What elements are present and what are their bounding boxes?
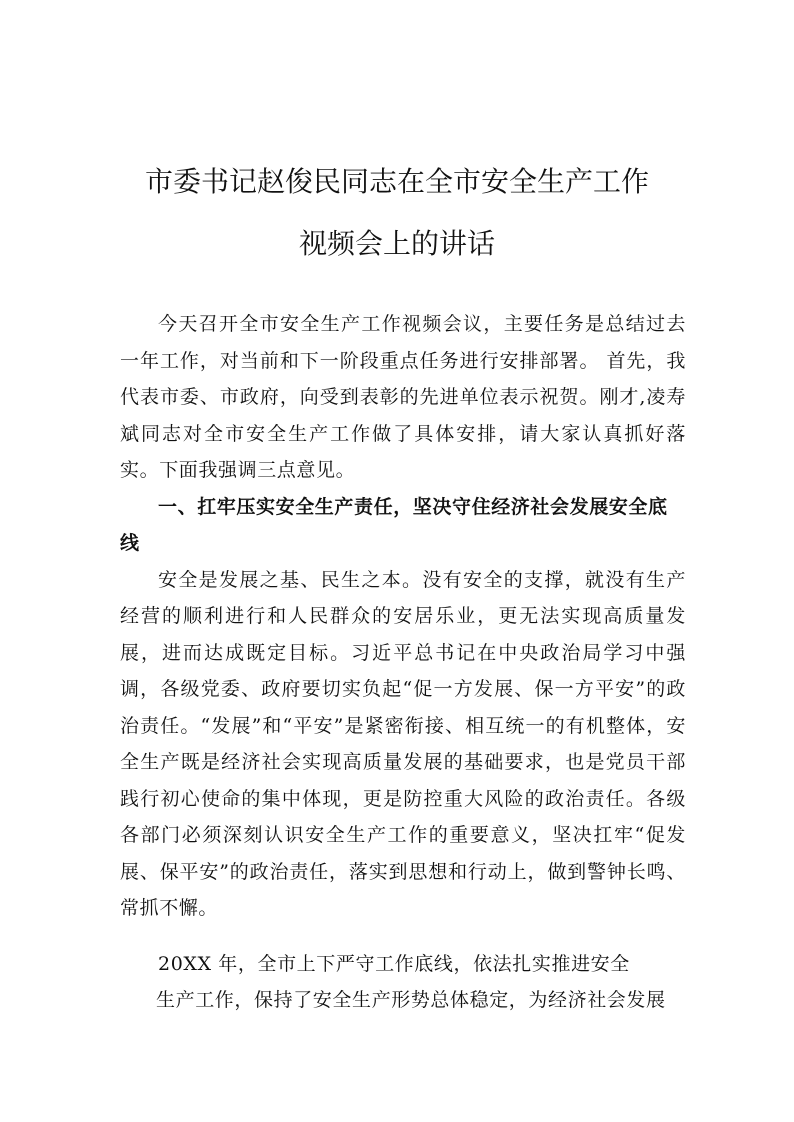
closing-paragraph-line-2: 生产工作，保持了安全生产形势总体稳定，为经济社会发展 — [156, 989, 666, 1011]
document-body — [120, 306, 686, 927]
opening-paragraph: 今天召开全市安全生产工作视频会议，主要任务是总结过去一年工作，对当前和下一阶段重点任务进行安排部署。 首先，我代表市委、市政府，向受到表彰的先进单位表示祝贺。刚才,凌寿斌同志对全市安全生产工作做了具体安排，请大家认真抓好落实。下面我强调三点意见。 — [120, 313, 686, 481]
section-heading-1: 一、扛牢压实安全生产责任，坚决守住经济社会发展安全底线 — [120, 495, 668, 554]
document-title-line-2: 视频会上的讲话 — [298, 227, 495, 260]
document-title-line-1: 市委书记赵俊民同志在全市安全生产工作 — [144, 165, 649, 198]
closing-paragraph-line-1: 20XX 年，全市上下严守工作底线，依法扎实推进安全 — [158, 953, 630, 975]
closing-paragraph — [120, 946, 680, 1018]
section-1-paragraph: 安全是发展之基、民生之本。没有安全的支撑，就没有生产经营的顺利进行和人民群众的安居乐业，更无法实现高质量发展，进而达成既定目标。习近平总书记在中央政治局学习中强调，各级党委、政府要切实负起“促一方发展、保一方平安”的政治责任。“发展”和“平安”是紧密衔接、相互统一的有机整体，安全生产既是经济社会实现高质量发展的基础要求，也是党员干部践行初心使命的集中体现，更是防控重大风险的政治责任。各级各部门必须深刻认识安全生产工作的重要意义，坚决扛牢“促发展、保平安”的政治责任，落实到思想和行动上，做到警钟长鸣、常抓不懈。 — [120, 568, 686, 919]
